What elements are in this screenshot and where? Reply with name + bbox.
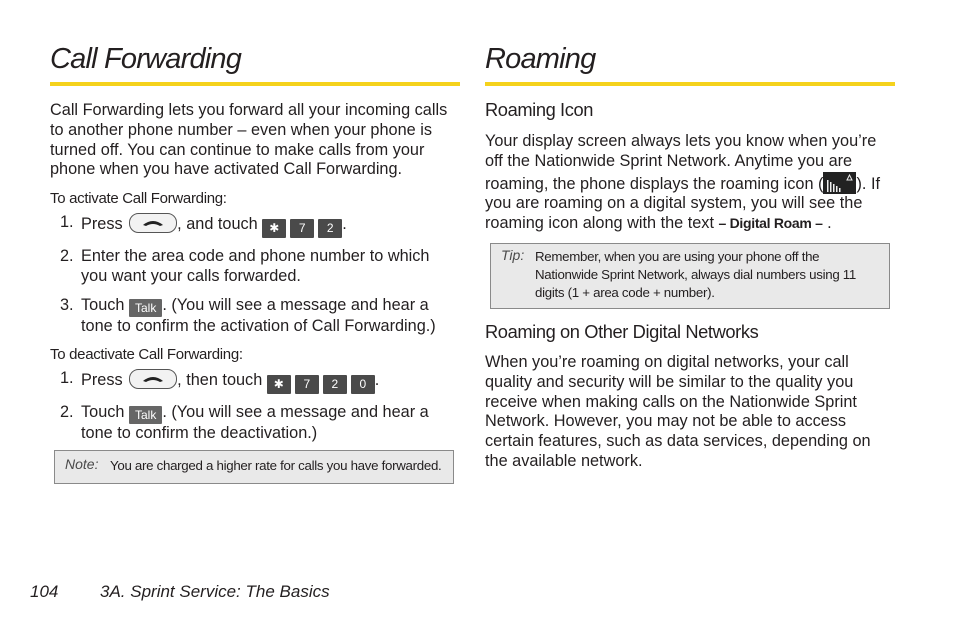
note-label: Note: — [65, 455, 99, 472]
title-rule — [50, 82, 460, 86]
roaming-icon-heading: Roaming Icon — [485, 99, 593, 120]
tip-text: Remember, when you are using your phone off the Nationwide Sprint Network, always dial numbers using 11 digits (1 + area code + number). — [535, 248, 857, 300]
tip-box — [490, 243, 890, 309]
deactivate-steps — [50, 369, 460, 444]
talk-softkey: Talk — [129, 406, 162, 424]
roaming-other-networks-heading: Roaming on Other Digital Networks — [485, 320, 759, 342]
activate-step-2: 2. Enter the area code and phone number to which you want your calls forwarded. — [60, 246, 430, 285]
activate-steps — [50, 213, 460, 336]
title-rule — [485, 82, 895, 86]
deactivate-step-1: 1. Press , then touch ✱ 7 2 0 . — [50, 369, 460, 394]
activate-heading: To activate Call Forwarding: — [50, 190, 227, 208]
activate-step-3: 3. Touch Talk . (You will see a message and hear a tone to confirm the activation of Call Forwarding.) — [60, 295, 436, 335]
note-text: You are charged a higher rate for calls you have forwarded. — [110, 457, 442, 473]
roaming-other-networks-paragraph: When you’re roaming on digital networks, your call quality and security will be similar to the quality you receive when making calls on the Nationwide Sprint Network. However, you may not be able to access certain features, such as data services, depending on the available network. — [485, 352, 871, 470]
page-footer — [30, 582, 330, 602]
call-forwarding-title: Call Forwarding — [50, 43, 242, 75]
key-0: 0 — [351, 375, 375, 394]
star-key-icon: ✱ — [262, 219, 286, 238]
roaming-icon-paragraph: Your display screen always lets you know when you’re off the Nationwide Sprint Network. Anytime you are roaming, the phone displays the roaming icon ( ). If you are roaming on a digital system, you will see the roaming icon along with the text – Digital Roam – . — [485, 132, 880, 233]
tip-label: Tip: — [501, 246, 525, 263]
roaming-title: Roaming — [485, 43, 596, 75]
roaming-icon — [823, 172, 856, 194]
key-2: 2 — [323, 375, 347, 394]
note-box — [54, 450, 454, 484]
call-forwarding-intro: Call Forwarding lets you forward all your incoming calls to another phone number – even when your phone is turned off. You can continue to make calls from your phone when you have activated Call Forwarding. — [50, 101, 448, 179]
footer-section: 3A. Sprint Service: The Basics — [100, 582, 330, 601]
page-number: 104 — [30, 582, 59, 601]
key-7: 7 — [295, 375, 319, 394]
star-key-icon: ✱ — [267, 375, 291, 394]
key-7: 7 — [290, 219, 314, 238]
talk-key-icon — [129, 369, 177, 389]
left-column — [50, 40, 460, 484]
right-column — [485, 40, 895, 472]
key-2: 2 — [318, 219, 342, 238]
digital-roam-text: – Digital Roam – — [718, 215, 823, 232]
deactivate-heading: To deactivate Call Forwarding: — [50, 346, 243, 364]
talk-key-icon — [129, 213, 177, 233]
talk-softkey: Talk — [129, 299, 162, 317]
activate-step-1: 1. Press , and touch ✱ 7 2 . — [50, 213, 460, 238]
deactivate-step-2: 2. Touch Talk . (You will see a message and hear a tone to confirm the deactivation.) — [60, 403, 429, 443]
